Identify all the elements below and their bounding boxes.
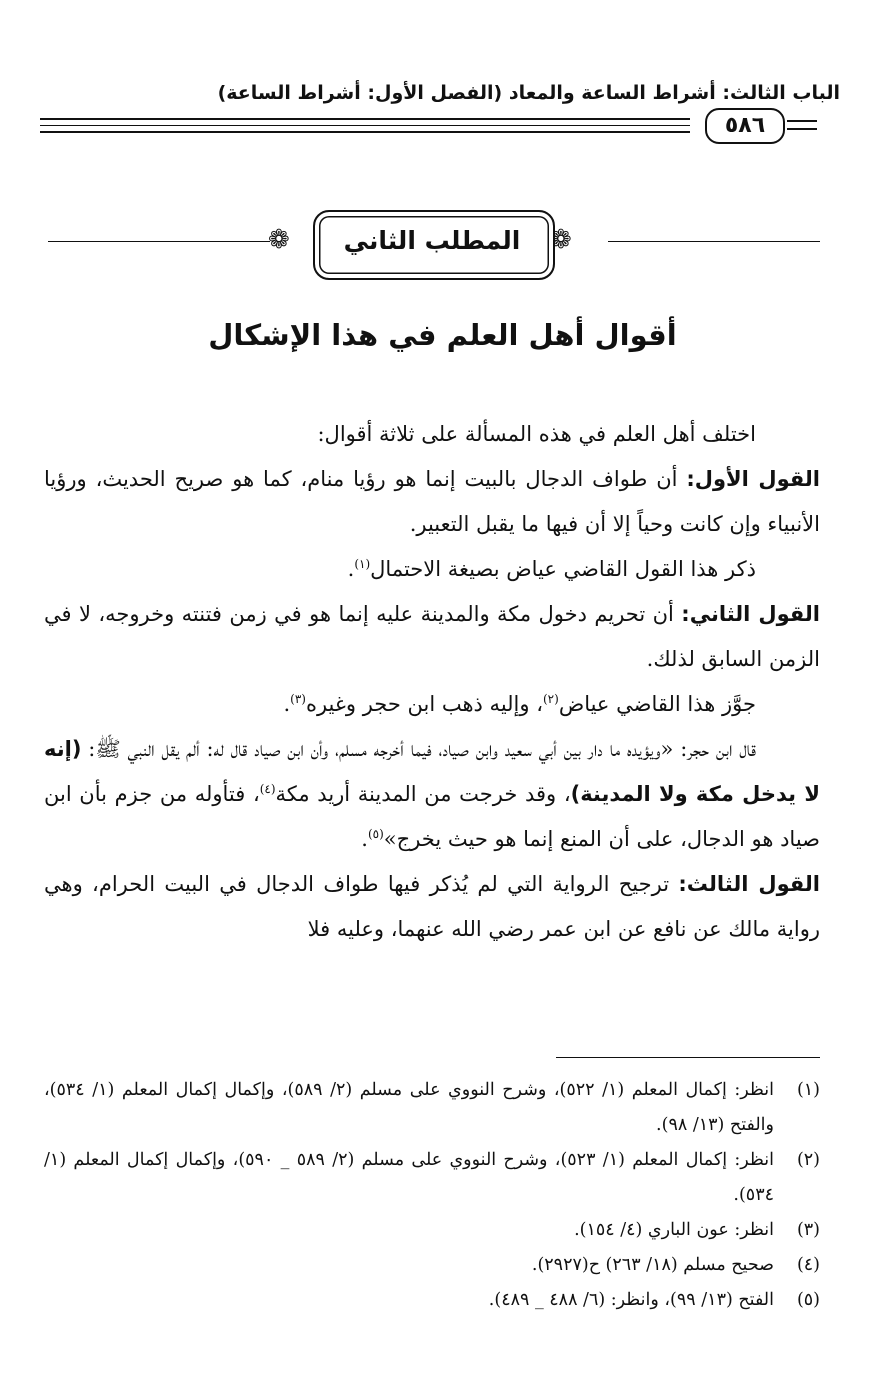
header-rule [40,118,690,120]
paragraph [44,592,820,682]
opinion-label: القول الثالث: [678,872,820,896]
paragraph-text: اختلف أهل العلم في هذه المسألة على ثلاثة أقوال: [317,422,756,446]
section-divider-line [608,241,820,242]
paragraph-text: ، وقد خرجت من المدينة أريد مكة [275,782,571,806]
paragraph [44,862,820,952]
footnote-separator [556,1057,820,1058]
footnote-ref[interactable]: (١) [354,557,371,571]
running-header: الباب الثالث: أشراط الساعة والمعاد (الفصل الأول: أشراط الساعة) [217,82,840,104]
section-divider-line [48,241,270,242]
paragraph-text: ترجيح الرواية التي لم يُذكر فيها طواف الدجال في البيت الحرام، وهي رواية مالك عن نافع عن ابن عمر رضي الله عنهما، وعليه فلا [44,872,820,941]
footnote-ref[interactable]: (٢) [542,692,559,706]
punctuation: . [347,557,355,581]
footnotes [44,1073,820,1318]
punctuation: . [283,692,291,716]
header-rule [40,131,690,133]
footnote-number: (٣) [796,1220,820,1240]
paragraph-text: أن طواف الدجال بالبيت إنما هو رؤيا منام، كما هو صريح الحديث، ورؤيا الأنبياء وإن كانت وحياً إلا أن فيها ما يقبل التعبير. [44,467,820,536]
hadith-quote: (إنه لا يدخل مكة ولا المدينة) [44,737,820,806]
footnote-text: انظر: عون الباري (٤/ ١٥٤). [574,1220,774,1240]
footnote-ref[interactable]: (٣) [290,692,306,706]
punctuation: . [361,827,368,851]
paragraph-text: ، فتأوله من جزم بأن ابن صياد هو الدجال، على أن المنع إنما هو حيث يخرج» [44,782,820,851]
floral-ornament-icon: ❁ [550,225,572,255]
footnote-number: (٥) [796,1290,820,1310]
footnote-text: انظر: إكمال المعلم (١/ ٥٢٣)، وشرح النووي على مسلم (٢/ ٥٨٩ _ ٥٩٠)، وإكمال إكمال المعلم (١/ ٥٣٤). [44,1150,774,1205]
footnote-text: انظر: إكمال المعلم (١/ ٥٢٢)، وشرح النووي على مسلم (٢/ ٥٨٩)، وإكمال إكمال المعلم (١/ ٥٣٤)، والفتح (١٣/ ٩٨). [44,1080,774,1135]
footnote [44,1143,820,1213]
paragraph-text: ، وإليه ذهب ابن حجر وغيره [305,692,543,716]
opinion-label: القول الأول: [686,467,821,491]
header-rule [787,120,817,122]
section-title: المطلب الثاني [343,226,521,255]
footnote [44,1283,820,1318]
paragraph [44,682,820,727]
footnote [44,1073,820,1143]
footnote-ref[interactable]: (٤) [259,782,276,796]
opinion-label: القول الثاني: [681,602,821,626]
paragraph-text: قال ابن حجر: «ويؤيده ما دار بين أبي سعيد وابن صياد، فيما أخرجه مسلم، وأن ابن صياد قال له: ألم يقل النبي ﷺ: [81,737,756,761]
paragraph [44,457,820,547]
paragraph-text: ذكر هذا القول القاضي عياض بصيغة الاحتمال [370,557,756,581]
footnote-number: (١) [796,1080,820,1100]
body-text [44,412,820,952]
header-rule [787,128,817,130]
page-number: ٥٨٦ [705,108,785,144]
footnote [44,1248,820,1283]
footnote-text: صحيح مسلم (١٨/ ٢٦٣) ح(٢٩٢٧). [531,1255,774,1275]
footnote-number: (٢) [796,1150,820,1170]
footnote-ref[interactable]: (٥) [367,827,384,841]
footnote [44,1213,820,1248]
floral-ornament-icon: ❁ [268,225,290,255]
header-rule [40,125,690,126]
footnote-text: الفتح (١٣/ ٩٩)، وانظر: (٦/ ٤٨٨ _ ٤٨٩). [488,1290,774,1310]
paragraph [44,547,820,592]
footnote-number: (٤) [796,1255,820,1275]
paragraph [44,412,820,457]
paragraph-text: أن تحريم دخول مكة والمدينة عليه إنما هو في زمن فتنته وخروجه، لا في الزمن السابق لذلك. [44,602,820,671]
paragraph-text: جوَّز هذا القاضي عياض [558,692,756,716]
main-heading: أقوال أهل العلم في هذا الإشكال [208,318,677,352]
paragraph [44,727,820,862]
